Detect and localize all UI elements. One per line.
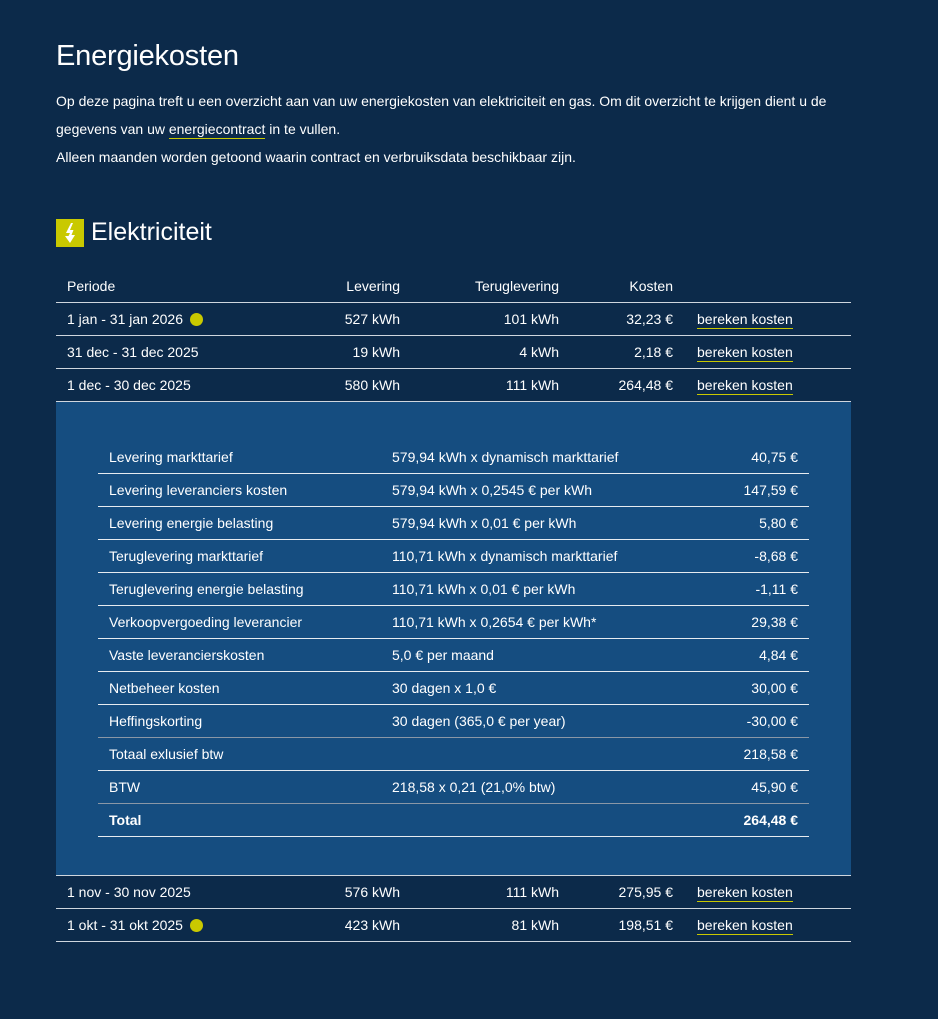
intro-text-after: in te vullen.	[265, 121, 341, 137]
intro-text	[56, 87, 856, 171]
breakdown-value: -1,11 €	[692, 573, 809, 606]
table-row	[56, 369, 851, 402]
breakdown-label: Heffingskorting	[98, 705, 392, 738]
teruglevering: 81 kWh	[400, 909, 559, 942]
breakdown-label: BTW	[98, 771, 392, 804]
breakdown-row	[98, 474, 809, 507]
period: 1 nov - 30 nov 2025	[56, 876, 277, 909]
breakdown-value: 5,80 €	[692, 507, 809, 540]
total-row	[98, 804, 809, 837]
breakdown-desc: 579,94 kWh x dynamisch markttarief	[392, 441, 692, 474]
breakdown-row	[98, 573, 809, 606]
col-periode: Periode	[56, 270, 277, 303]
breakdown-label: Vaste leverancierskosten	[98, 639, 392, 672]
period: 1 jan - 31 jan 2026	[67, 311, 183, 327]
section-title: Elektriciteit	[91, 218, 212, 246]
breakdown-row	[98, 606, 809, 639]
breakdown-value: 40,75 €	[692, 441, 809, 474]
breakdown-value: 30,00 €	[692, 672, 809, 705]
teruglevering: 4 kWh	[400, 336, 559, 369]
breakdown-label: Verkoopvergoeding leverancier	[98, 606, 392, 639]
page-title: Energiekosten	[56, 40, 239, 72]
breakdown-label: Teruglevering markttarief	[98, 540, 392, 573]
breakdown-value: 29,38 €	[692, 606, 809, 639]
breakdown-label: Netbeheer kosten	[98, 672, 392, 705]
col-kosten: Kosten	[559, 270, 673, 303]
kosten: 32,23 €	[559, 303, 673, 336]
total-value: 264,48 €	[692, 804, 809, 837]
levering: 19 kWh	[277, 336, 400, 369]
breakdown-desc: 110,71 kWh x 0,2654 € per kWh*	[392, 606, 692, 639]
kosten: 275,95 €	[559, 876, 673, 909]
status-dot-icon	[190, 313, 203, 326]
levering: 580 kWh	[277, 369, 400, 402]
period: 31 dec - 31 dec 2025	[56, 336, 277, 369]
period: 1 okt - 31 okt 2025	[67, 917, 183, 933]
table-row	[56, 336, 851, 369]
breakdown-label: Levering energie belasting	[98, 507, 392, 540]
table-row	[56, 909, 851, 942]
breakdown-row	[98, 540, 809, 573]
bereken-kosten-link[interactable]: bereken kosten	[697, 917, 793, 933]
table-header	[56, 270, 851, 303]
breakdown-desc: 218,58 x 0,21 (21,0% btw)	[392, 771, 692, 804]
breakdown-desc	[392, 804, 692, 837]
breakdown-row	[98, 672, 809, 705]
teruglevering: 101 kWh	[400, 303, 559, 336]
electricity-table	[56, 270, 851, 942]
period: 1 dec - 30 dec 2025	[56, 369, 277, 402]
breakdown-row	[98, 639, 809, 672]
breakdown-desc: 30 dagen x 1,0 €	[392, 672, 692, 705]
breakdown-value: 218,58 €	[692, 738, 809, 771]
status-dot-icon	[190, 919, 203, 932]
cost-breakdown-row	[56, 402, 851, 876]
bereken-kosten-link[interactable]: bereken kosten	[697, 344, 793, 360]
lightning-icon	[56, 219, 84, 247]
breakdown-row	[98, 705, 809, 738]
breakdown-value: 4,84 €	[692, 639, 809, 672]
teruglevering: 111 kWh	[400, 369, 559, 402]
kosten: 264,48 €	[559, 369, 673, 402]
breakdown-value: 147,59 €	[692, 474, 809, 507]
breakdown-label: Teruglevering energie belasting	[98, 573, 392, 606]
total-label: Total	[98, 804, 392, 837]
vat-row	[98, 771, 809, 804]
breakdown-desc: 5,0 € per maand	[392, 639, 692, 672]
kosten: 198,51 €	[559, 909, 673, 942]
breakdown-desc	[392, 738, 692, 771]
levering: 423 kWh	[277, 909, 400, 942]
subtotal-row	[98, 738, 809, 771]
breakdown-value: -8,68 €	[692, 540, 809, 573]
col-action	[673, 270, 851, 303]
levering: 576 kWh	[277, 876, 400, 909]
intro-paragraph-1	[56, 87, 856, 143]
breakdown-label: Totaal exlusief btw	[98, 738, 392, 771]
intro-text-before: Op deze pagina treft u een overzicht aan van uw energiekosten van elektriciteit en gas. Om dit overzicht te krijgen dient u de gegevens van uw	[56, 93, 827, 137]
cost-breakdown-panel	[56, 402, 851, 875]
breakdown-row	[98, 507, 809, 540]
teruglevering: 111 kWh	[400, 876, 559, 909]
breakdown-value: -30,00 €	[692, 705, 809, 738]
bereken-kosten-link[interactable]: bereken kosten	[697, 311, 793, 327]
table-row	[56, 303, 851, 336]
kosten: 2,18 €	[559, 336, 673, 369]
breakdown-desc: 579,94 kWh x 0,01 € per kWh	[392, 507, 692, 540]
col-teruglevering: Teruglevering	[400, 270, 559, 303]
levering: 527 kWh	[277, 303, 400, 336]
col-levering: Levering	[277, 270, 400, 303]
electricity-section-header	[56, 218, 212, 247]
breakdown-label: Levering leveranciers kosten	[98, 474, 392, 507]
bereken-kosten-link[interactable]: bereken kosten	[697, 377, 793, 393]
breakdown-desc: 30 dagen (365,0 € per year)	[392, 705, 692, 738]
breakdown-desc: 579,94 kWh x 0,2545 € per kWh	[392, 474, 692, 507]
table-row	[56, 876, 851, 909]
breakdown-desc: 110,71 kWh x 0,01 € per kWh	[392, 573, 692, 606]
breakdown-label: Levering markttarief	[98, 441, 392, 474]
breakdown-value: 45,90 €	[692, 771, 809, 804]
breakdown-row	[98, 441, 809, 474]
breakdown-desc: 110,71 kWh x dynamisch markttarief	[392, 540, 692, 573]
energiecontract-link[interactable]: energiecontract	[168, 121, 266, 137]
intro-paragraph-2: Alleen maanden worden getoond waarin contract en verbruiksdata beschikbaar zijn.	[56, 149, 576, 165]
bereken-kosten-link[interactable]: bereken kosten	[697, 884, 793, 900]
cost-breakdown-table	[98, 441, 809, 837]
